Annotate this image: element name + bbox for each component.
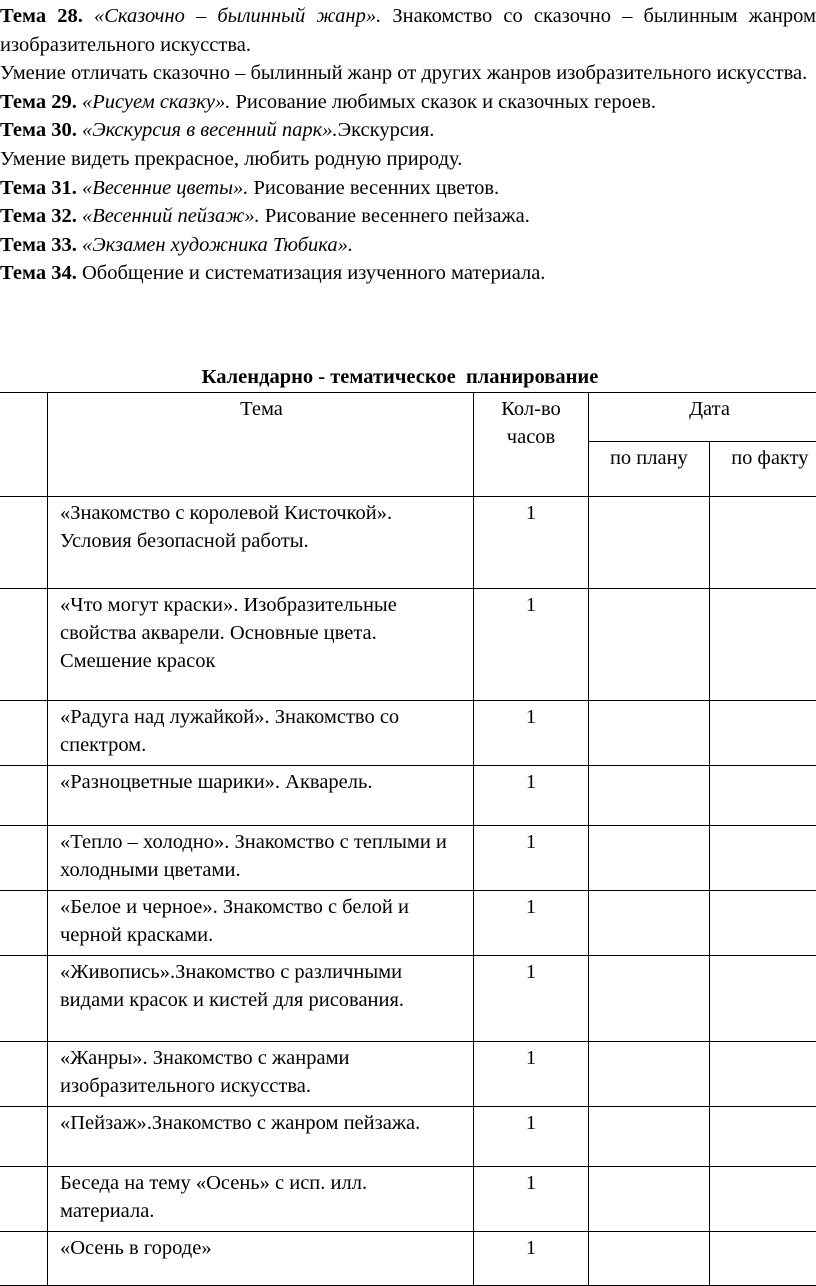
row-number-cell: [0, 701, 48, 766]
topic-text: Умение видеть прекрасное, любить родную природу.: [0, 148, 462, 170]
table-row: [0, 1167, 816, 1232]
row-number-cell: [0, 891, 48, 956]
header-number-cell: [0, 393, 48, 497]
topic-number: Тема 29.: [0, 91, 77, 113]
topic-title: «Экскурсия в весенний парк».: [82, 119, 338, 141]
table-row: [0, 1232, 816, 1286]
table-row: [0, 1042, 816, 1107]
row-number-cell: [0, 956, 48, 1042]
topic-28: [0, 2, 816, 59]
row-date-actual: [709, 1042, 816, 1107]
row-hours: 1: [474, 826, 589, 891]
topic-text: Знакомство со сказочно – былинным жанром изобразительного искусства.: [0, 5, 816, 56]
topic-text: Рисование весеннего пейзажа.: [260, 205, 530, 227]
row-number-cell: [0, 766, 48, 826]
row-date-plan: [589, 1232, 710, 1286]
row-date-actual: [709, 891, 816, 956]
row-date-actual: [709, 1107, 816, 1167]
row-topic: «Разноцветные шарики». Акварель.: [48, 766, 474, 826]
row-topic: «Радуга над лужайкой». Знакомство со спектром.: [48, 701, 474, 766]
row-topic: «Осень в городе»: [48, 1232, 474, 1286]
topic-text: Умение отличать сказочно – былинный жанр от других жанров изобразительного искусства.: [0, 62, 807, 84]
row-date-actual: [709, 1232, 816, 1286]
row-hours: 1: [474, 956, 589, 1042]
header-hours-line1: Кол-во: [474, 395, 588, 423]
table-row: [0, 497, 816, 589]
table-row: [0, 1107, 816, 1167]
row-date-actual: [709, 497, 816, 589]
table-row: [0, 701, 816, 766]
row-hours: 1: [474, 1232, 589, 1286]
topic-number: Тема 34.: [0, 262, 77, 284]
topic-number: Тема 31.: [0, 177, 77, 199]
topic-title: «Весенний пейзаж».: [82, 205, 260, 227]
row-date-actual: [709, 701, 816, 766]
planning-table: [0, 392, 816, 1286]
row-date-plan: [589, 826, 710, 891]
row-hours: 1: [474, 1167, 589, 1232]
row-number-cell: [0, 826, 48, 891]
row-number-cell: [0, 589, 48, 701]
topic-text: Экскурсия.: [338, 119, 435, 141]
topic-29: [0, 88, 816, 117]
topic-title: «Рисуем сказку».: [82, 91, 230, 113]
row-hours: 1: [474, 891, 589, 956]
table-row: [0, 589, 816, 701]
row-topic: «Пейзаж».Знакомство с жанром пейзажа.: [48, 1107, 474, 1167]
row-hours: 1: [474, 1107, 589, 1167]
row-topic: «Живопись».Знакомство с различными видами красок и кистей для рисования.: [48, 956, 474, 1042]
topic-title: «Сказочно – былинный жанр».: [94, 5, 381, 27]
row-date-actual: [709, 956, 816, 1042]
row-date-actual: [709, 1167, 816, 1232]
table-body: [0, 497, 816, 1286]
topic-text: Обобщение и систематизация изученного материала.: [77, 262, 546, 284]
table-row: [0, 766, 816, 826]
header-date: Дата: [589, 393, 816, 442]
row-date-plan: [589, 589, 710, 701]
topic-text: Рисование любимых сказок и сказочных героев.: [230, 91, 656, 113]
row-date-plan: [589, 766, 710, 826]
table-row: [0, 956, 816, 1042]
row-topic: «Тепло – холодно». Знакомство с теплыми и холодными цветами.: [48, 826, 474, 891]
plan-title: Календарно - тематическое планирование: [0, 366, 800, 389]
row-date-plan: [589, 1042, 710, 1107]
row-date-plan: [589, 1167, 710, 1232]
topic-33: [0, 231, 816, 260]
header-hours-line2: часов: [474, 423, 588, 451]
row-topic: «Что могут краски». Изобразительные свойства акварели. Основные цвета. Смешение красок: [48, 589, 474, 701]
row-hours: 1: [474, 497, 589, 589]
topics-list: [0, 2, 816, 288]
topic-number: Тема 33.: [0, 234, 77, 256]
row-topic: «Знакомство с королевой Кисточкой». Условия безопасной работы.: [48, 497, 474, 589]
topic-title: «Весенние цветы».: [82, 177, 248, 199]
topic-text: Рисование весенних цветов.: [248, 177, 499, 199]
table-row: [0, 826, 816, 891]
row-date-plan: [589, 891, 710, 956]
header-by-plan: по плану: [589, 442, 710, 497]
header-topic: Тема: [48, 393, 474, 497]
header-actual: по факту: [709, 442, 816, 497]
topic-28-skill: [0, 59, 816, 88]
topic-number: Тема 28.: [0, 5, 83, 27]
row-hours: 1: [474, 766, 589, 826]
header-hours: [474, 393, 589, 497]
table-header-row: [0, 393, 816, 442]
topic-title: «Экзамен художника Тюбика».: [82, 234, 353, 256]
topic-31: [0, 174, 816, 203]
topic-34: [0, 259, 816, 288]
topic-30: [0, 116, 816, 145]
row-hours: 1: [474, 1042, 589, 1107]
row-date-actual: [709, 766, 816, 826]
row-date-plan: [589, 1107, 710, 1167]
row-topic: «Белое и черное». Знакомство с белой и черной красками.: [48, 891, 474, 956]
topic-30-skill: [0, 145, 816, 174]
row-number-cell: [0, 1042, 48, 1107]
topic-number: Тема 30.: [0, 119, 77, 141]
row-number-cell: [0, 497, 48, 589]
row-date-plan: [589, 497, 710, 589]
row-topic: Беседа на тему «Осень» с исп. илл. материала.: [48, 1167, 474, 1232]
row-number-cell: [0, 1107, 48, 1167]
row-date-actual: [709, 826, 816, 891]
row-number-cell: [0, 1167, 48, 1232]
row-date-actual: [709, 589, 816, 701]
row-date-plan: [589, 956, 710, 1042]
row-date-plan: [589, 701, 710, 766]
table-row: [0, 891, 816, 956]
row-topic: «Жанры». Знакомство с жанрами изобразительного искусства.: [48, 1042, 474, 1107]
topic-number: Тема 32.: [0, 205, 77, 227]
row-hours: 1: [474, 589, 589, 701]
row-hours: 1: [474, 701, 589, 766]
topic-32: [0, 202, 816, 231]
row-number-cell: [0, 1232, 48, 1286]
